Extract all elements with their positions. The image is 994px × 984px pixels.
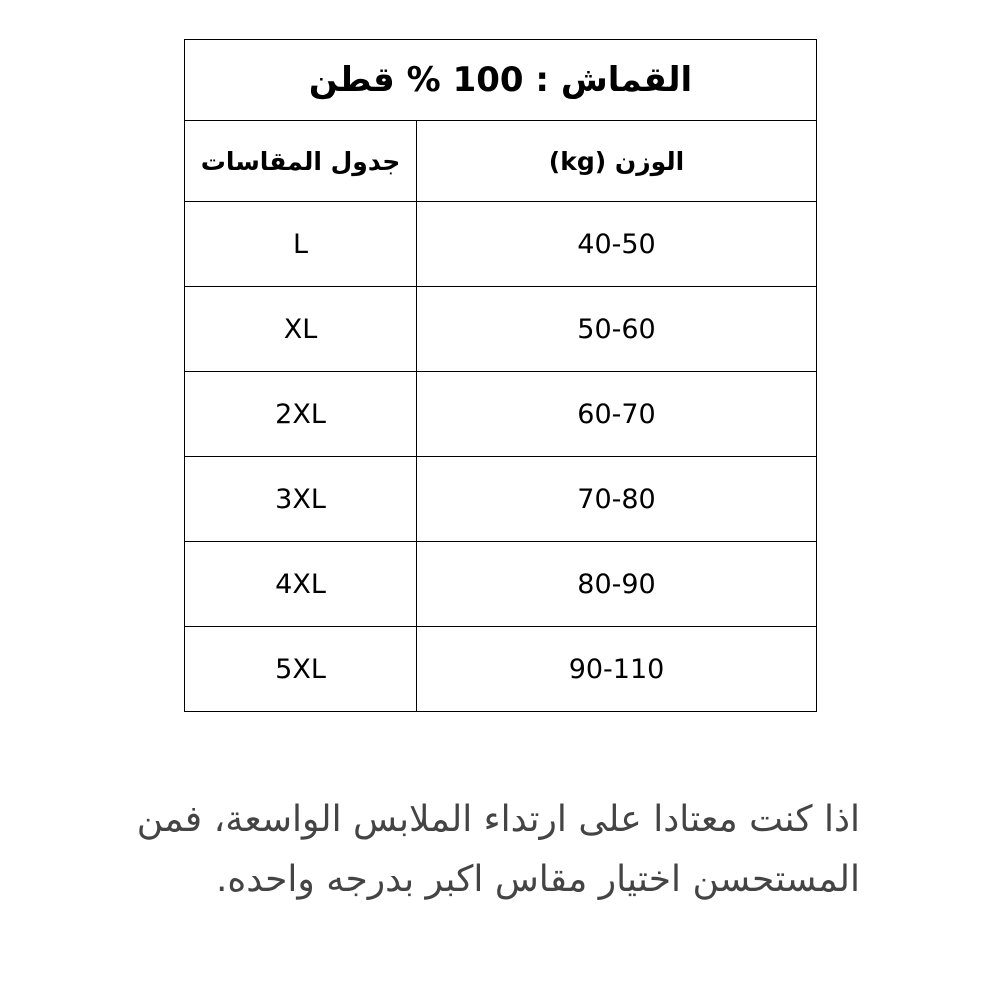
- weight-cell: 90-110: [417, 627, 817, 712]
- size-cell: L: [185, 202, 417, 287]
- size-cell: XL: [185, 287, 417, 372]
- size-chart-table: [184, 39, 817, 712]
- weight-column-header: الوزن (kg): [417, 121, 817, 202]
- size-cell: 2XL: [185, 372, 417, 457]
- weight-cell: 60-70: [417, 372, 817, 457]
- title-row: [185, 40, 817, 121]
- weight-cell: 50-60: [417, 287, 817, 372]
- weight-cell: 80-90: [417, 542, 817, 627]
- size-cell: 5XL: [185, 627, 417, 712]
- fabric-title: القماش : 100 % قطن: [185, 40, 817, 121]
- weight-cell: 70-80: [417, 457, 817, 542]
- sizing-note-line-1: اذا كنت معتادا على ارتداء الملابس الواسعة، فمن: [136, 799, 860, 840]
- sizing-note: [120, 790, 860, 910]
- table-row: [185, 287, 817, 372]
- sizing-note-line-2: المستحسن اختيار مقاس اكبر بدرجه واحده.: [215, 859, 860, 900]
- table-row: [185, 372, 817, 457]
- size-cell: 3XL: [185, 457, 417, 542]
- size-column-header: جدول المقاسات: [185, 121, 417, 202]
- weight-cell: 40-50: [417, 202, 817, 287]
- table-row: [185, 457, 817, 542]
- table-row: [185, 627, 817, 712]
- table-row: [185, 202, 817, 287]
- size-cell: 4XL: [185, 542, 417, 627]
- table-row: [185, 542, 817, 627]
- header-row: [185, 121, 817, 202]
